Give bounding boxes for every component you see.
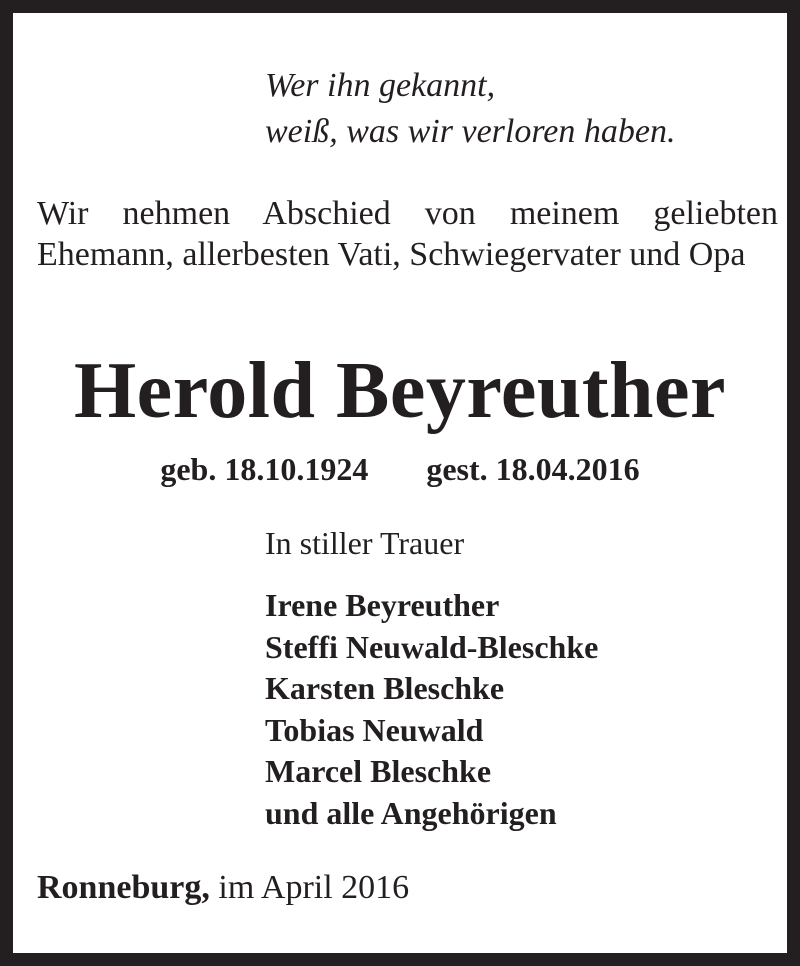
mourner-name: Steffi Neuwald-Bleschke (265, 628, 599, 665)
memorial-quote (265, 63, 676, 155)
quote-line-2: weiß, was wir verloren haben. (265, 113, 676, 150)
mourning-intro: In stiller Trauer (265, 525, 465, 561)
notice-date: im April 2016 (218, 869, 410, 906)
place-and-date (37, 867, 409, 909)
deceased-name: Herold Beyreuther (73, 347, 727, 435)
mourner-name: Marcel Bleschke (265, 753, 492, 789)
mourner-name: und alle Angehörigen (265, 794, 557, 831)
life-dates (13, 449, 787, 489)
birth-date: geb. 18.10.1924 (160, 451, 369, 487)
place: Ronneburg, (37, 869, 210, 906)
farewell-text: Wir nehmen Abschied von meinem geliebten Ehemann, allerbesten Vati, Schwiegervater und Opa (37, 195, 778, 273)
death-date: gest. 18.04.2016 (426, 451, 640, 487)
mourner-name: Tobias Neuwald (265, 711, 484, 748)
mourner-name: Karsten Bleschke (265, 670, 505, 706)
mourner-list (265, 585, 598, 834)
quote-line-1: Wer ihn gekannt, (265, 67, 496, 104)
mourner-name: Irene Beyreuther (265, 587, 500, 623)
